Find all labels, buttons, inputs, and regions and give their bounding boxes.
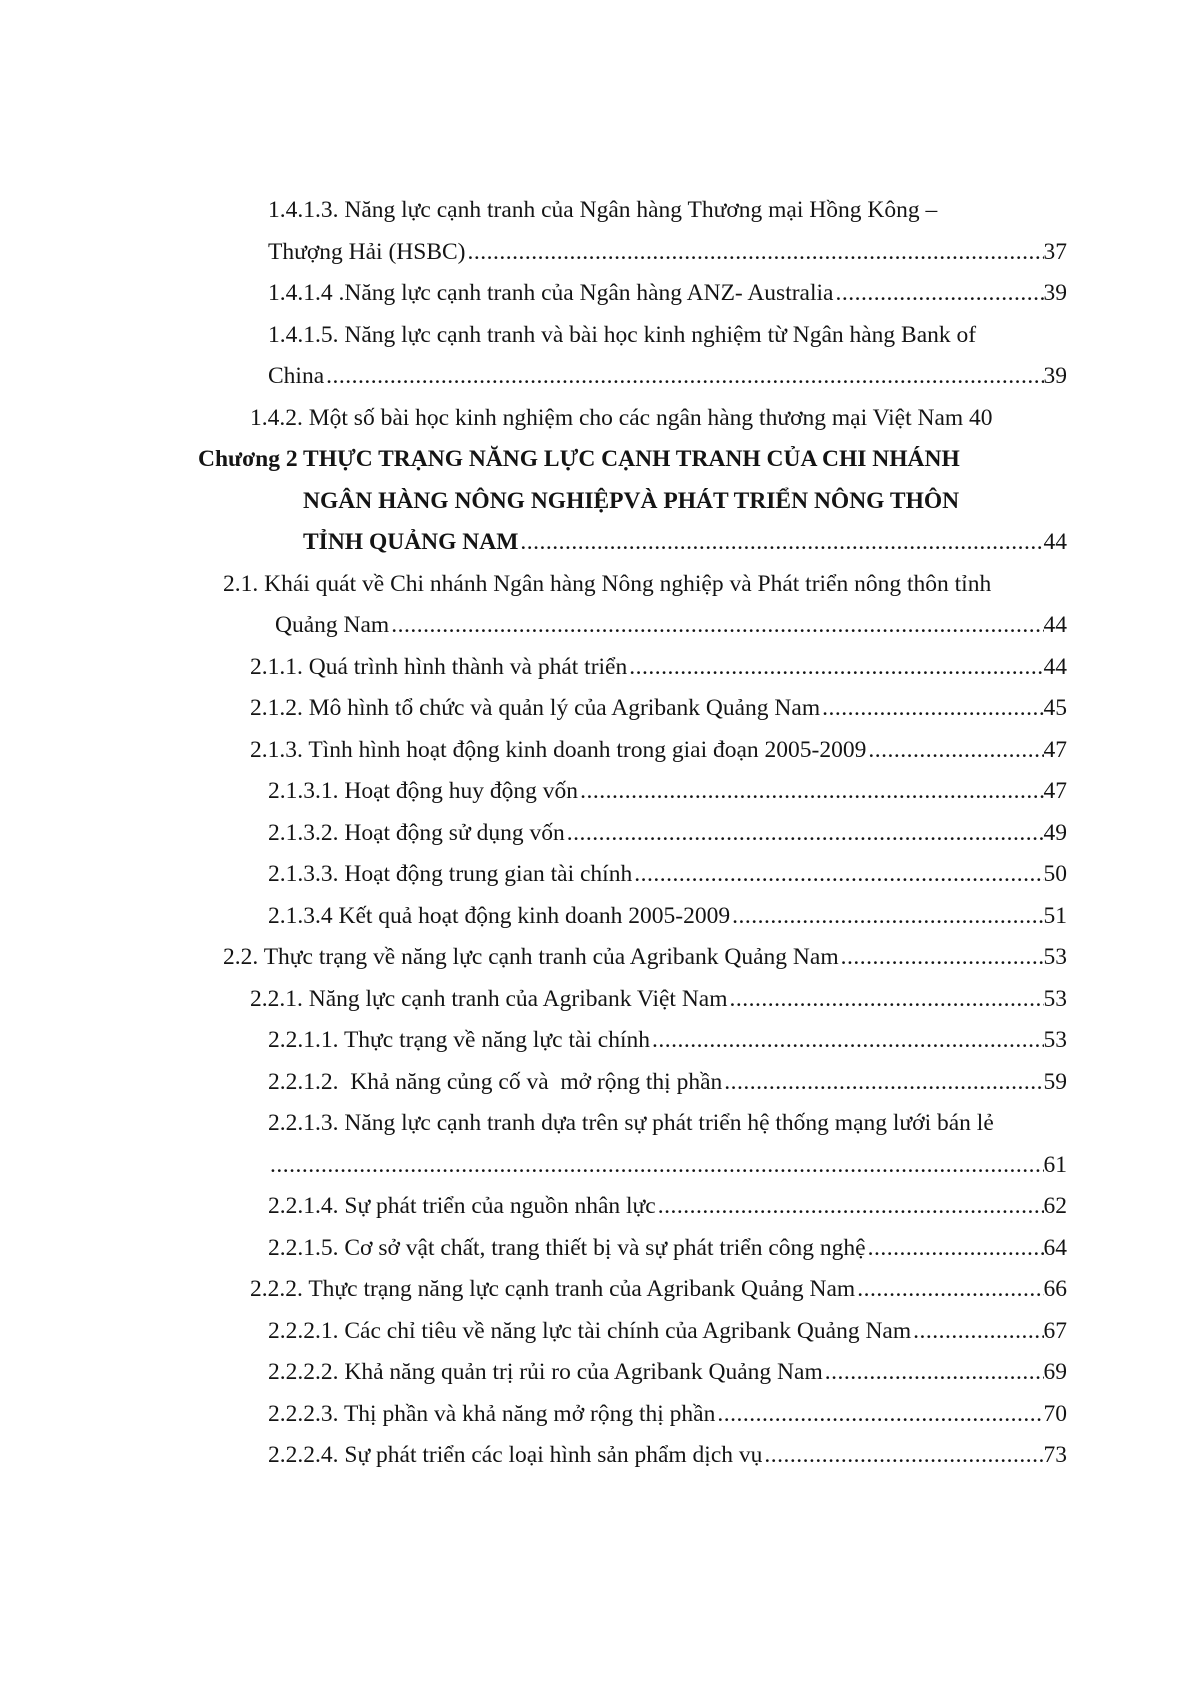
toc-entry-2-2-1-4 [0,1186,1192,1228]
toc-entry-label: 2.2. Thực trạng về năng lực cạnh tranh của Agribank Quảng Nam [223,944,839,970]
dot-leader [866,730,1043,772]
toc-page-number: 44 [1043,653,1067,680]
toc-entry-2-1-3 [0,730,1192,772]
toc-page-number: 50 [1043,861,1067,887]
table-of-contents [0,190,1192,1477]
toc-entry-label: 2.2.2.2. Khả năng quản trị rủi ro của Agribank Quảng Nam [268,1359,823,1385]
toc-page-number: 47 [1043,736,1067,763]
toc-chapter-2-heading-cont [0,481,1192,523]
toc-chapter-title: NGÂN HÀNG NÔNG NGHIỆPVÀ PHÁT TRIỂN NÔNG THÔN [303,487,960,514]
toc-entry-label: 2.2.1.5. Cơ sở vật chất, trang thiết bị và sự phát triển công nghệ [268,1234,866,1261]
toc-page-number: 59 [1043,1068,1067,1095]
toc-entry-2-2-2 [0,1269,1192,1311]
dot-leader [466,232,1044,274]
toc-entry-2-2-1-3 [0,1103,1192,1145]
toc-entry-label: 2.1. Khái quát về Chi nhánh Ngân hàng Nông nghiệp và Phát triển nông thôn tỉnh [223,570,992,597]
toc-chapter-title: Chương 2 THỰC TRẠNG NĂNG LỰC CẠNH TRANH CỦA CHI NHÁNH [198,446,960,472]
toc-entry-label: 2.2.2. Thực trạng năng lực cạnh tranh của Agribank Quảng Nam [250,1276,856,1302]
toc-entry-2-1-3-1 [0,771,1192,813]
toc-page-number: 62 [1043,1193,1067,1219]
toc-entry-label: 1.4.1.4 .Năng lực cạnh tranh của Ngân hàng ANZ- Australia [268,280,834,306]
dot-leader [728,979,1044,1021]
toc-entry-label: 2.2.1.1. Thực trạng về năng lực tài chính [268,1027,651,1053]
toc-page-number: 73 [1043,1442,1067,1468]
dot-leader [324,356,1043,398]
toc-entry-1-4-1-5-cont [0,356,1192,398]
toc-entry-label: 2.2.1. Năng lực cạnh tranh của Agribank Việt Nam [250,985,728,1012]
toc-page-number: 69 [1043,1359,1067,1385]
toc-page-number: 39 [1043,280,1067,306]
toc-entry-1-4-1-5 [0,315,1192,357]
dot-leader [389,605,1043,647]
dot-leader [268,1145,1044,1187]
toc-page-number: 39 [1043,363,1067,389]
toc-entry-label: Quảng Nam [275,612,390,638]
toc-entry-label: 1.4.1.5. Năng lực cạnh tranh và bài học kinh nghiệm từ Ngân hàng Bank of [268,321,977,348]
dot-leader [627,647,1043,689]
toc-entry-2-2-2-2 [0,1352,1192,1394]
toc-entry-2-2 [0,937,1192,979]
toc-entry-2-2-2-1 [0,1311,1192,1353]
toc-chapter-title: TỈNH QUẢNG NAM [303,529,519,555]
dot-leader [578,771,1043,813]
toc-entry-2-1 [0,564,1192,606]
toc-entry-label: Thượng Hải (HSBC) [268,238,466,265]
toc-entry-2-2-1-3-cont [0,1145,1192,1187]
dot-leader [855,1269,1043,1311]
dot-leader [762,1435,1043,1477]
toc-page-number: 44 [1043,529,1067,555]
toc-page-number: 51 [1043,902,1067,929]
toc-page-number: 61 [1043,1151,1067,1178]
toc-page-number: 66 [1043,1276,1067,1302]
toc-page-number: 44 [1043,612,1067,638]
toc-entry-label: 2.2.1.3. Năng lực cạnh tranh dựa trên sự phát triển hệ thống mạng lưới bán lẻ [268,1110,994,1136]
toc-entry-label: 2.1.1. Quá trình hình thành và phát triển [250,653,628,680]
dot-leader [632,854,1043,896]
toc-entry-2-1-3-3 [0,854,1192,896]
dot-leader [722,1062,1043,1104]
toc-entry-2-2-1-5 [0,1228,1192,1270]
dot-leader [518,522,1043,564]
dot-leader [730,896,1043,938]
dot-leader [820,688,1043,730]
toc-entry-label: 2.1.2. Mô hình tổ chức và quản lý của Agribank Quảng Nam [250,695,821,721]
toc-entry-1-4-1-3-cont [0,232,1192,274]
toc-entry-label: 2.1.3.2. Hoạt động sử dụng vốn [268,819,565,846]
toc-entry-label: 2.1.3.3. Hoạt động trung gian tài chính [268,861,633,887]
toc-entry-label: 2.2.1.2. Khả năng củng cố và mở rộng thị phần [268,1068,723,1095]
dot-leader [656,1186,1044,1228]
toc-page-number: 37 [1043,238,1067,265]
toc-page-number: 53 [1043,1027,1067,1053]
dot-leader [866,1228,1044,1270]
toc-page-number: 53 [1043,944,1067,970]
toc-entry-2-2-1-1 [0,1020,1192,1062]
toc-chapter-2-heading [0,439,1192,481]
dot-leader [823,1352,1044,1394]
toc-entry-2-1-3-4 [0,896,1192,938]
dot-leader [650,1020,1043,1062]
toc-entry-2-1-2 [0,688,1192,730]
dot-leader [715,1394,1043,1436]
toc-entry-2-2-2-3 [0,1394,1192,1436]
toc-entry-2-2-2-4 [0,1435,1192,1477]
toc-page-number: 64 [1043,1234,1067,1261]
dot-leader [911,1311,1043,1353]
toc-page-number: 45 [1043,695,1067,721]
toc-entry-label: 1.4.1.3. Năng lực cạnh tranh của Ngân hàng Thương mại Hồng Kông – [268,197,938,223]
toc-entry-label: 2.1.3. Tình hình hoạt động kinh doanh trong giai đoạn 2005-2009 [250,736,867,763]
toc-page-number: 67 [1043,1317,1067,1344]
toc-entry-label: 2.2.2.1. Các chỉ tiêu về năng lực tài chính của Agribank Quảng Nam [268,1317,912,1344]
toc-entry-label: 1.4.2. Một số bài học kinh nghiệm cho các ngân hàng thương mại Việt Nam 40 [250,404,993,431]
toc-entry-1-4-1-4 [0,273,1192,315]
dot-leader [833,273,1043,315]
toc-entry-2-1-3-2 [0,813,1192,855]
toc-page-number: 70 [1043,1400,1067,1427]
toc-entry-label: 2.1.3.1. Hoạt động huy động vốn [268,778,579,804]
toc-page-number: 47 [1043,778,1067,804]
toc-entry-label: 2.1.3.4 Kết quả hoạt động kinh doanh 2005-2009 [268,902,731,929]
toc-entry-label: 2.2.2.3. Thị phần và khả năng mở rộng thị phần [268,1400,716,1427]
toc-page-number: 53 [1043,985,1067,1012]
toc-entry-2-1-1 [0,647,1192,689]
dot-leader [839,937,1044,979]
toc-entry-1-4-2 [0,398,1192,440]
toc-entry-label: China [268,363,325,389]
toc-entry-label: 2.2.1.4. Sự phát triển của nguồn nhân lực [268,1193,656,1219]
toc-entry-1-4-1-3 [0,190,1192,232]
toc-entry-2-1-cont [0,605,1192,647]
toc-entry-2-2-1 [0,979,1192,1021]
toc-chapter-2-heading-end [0,522,1192,564]
toc-entry-label: 2.2.2.4. Sự phát triển các loại hình sản phẩm dịch vụ [268,1442,763,1468]
toc-page-number: 49 [1043,819,1067,846]
toc-entry-2-2-1-2 [0,1062,1192,1104]
dot-leader [565,813,1044,855]
